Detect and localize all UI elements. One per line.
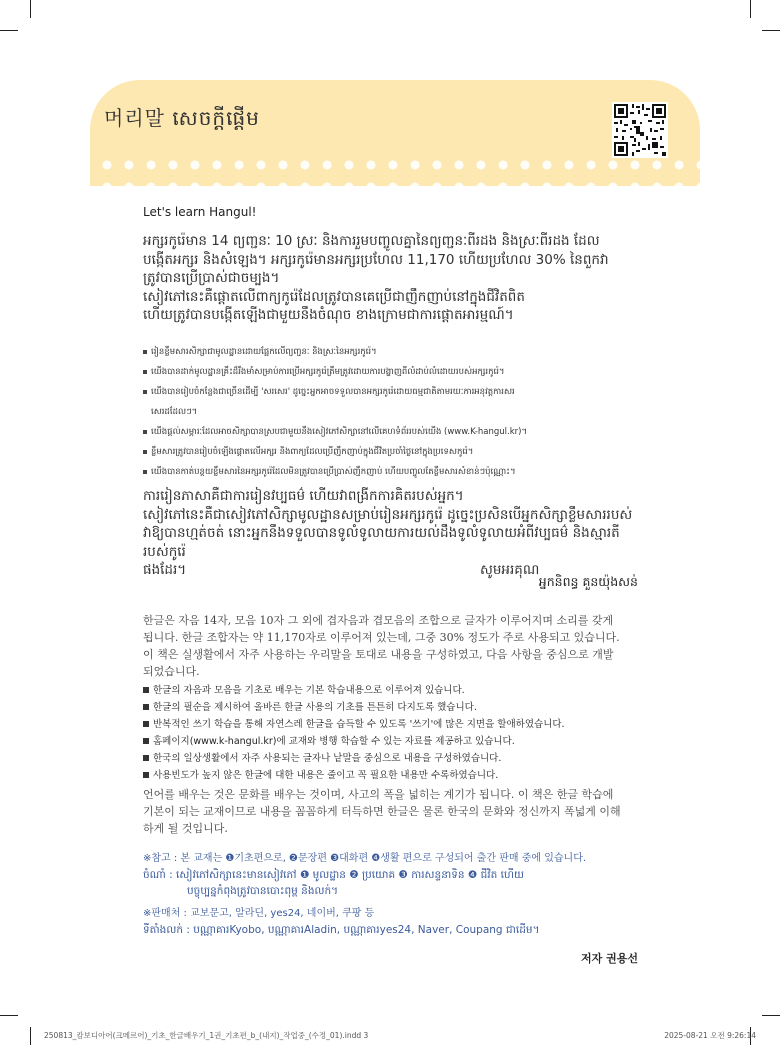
subtitle: Let's learn Hangul! — [143, 205, 257, 219]
khmer-intro-line: បង្កើតអក្សរ និងសំឡេង។ អក្សរកូរ៉េមានអក្សរប្រហែល 11,170 ហើយប្រហែល 30% នៃពួកវា — [143, 251, 609, 268]
list-item: 한국의 일상생활에서 자주 사용되는 글자나 낱말을 중심으로 내용을 구성하였습니다. — [143, 750, 643, 767]
list-item: រៀនខ្លឹមសារសិក្សាជាមូលដ្ឋានដោយផ្អែកលើព្យញ្ជនៈ និងស្រៈនៃអក្សរកូរ៉េ។ — [143, 342, 643, 362]
korean-intro — [143, 612, 640, 680]
crop-mark-top-left — [30, 0, 31, 18]
banner-dot-pattern — [90, 150, 700, 186]
khmer-thanks: សូមអរគុណ — [480, 562, 540, 578]
khmer-intro-line: អក្សរកូរ៉េមាន 14 ព្យញ្ជនៈ 10 ស្រៈ និងការរួមបញ្ចូលគ្នានៃព្យញ្ជនៈពីរដង និងស្រៈពីរដង ដែល — [143, 233, 600, 249]
sales-note-ko: ※판매처 : 교보문고, 알라딘, yes24, 네이버, 쿠팡 등 — [143, 908, 375, 919]
khmer-outro-tail: ផងដែរ។ — [143, 562, 187, 578]
khmer-author: អ្នកនិពន្ធ គួនយ៉ុងសន់ — [538, 574, 638, 589]
list-item: 한글의 자음과 모음을 기초로 배우는 기본 학습내용으로 이루어져 있습니다. — [143, 682, 643, 699]
khmer-bullet-list — [143, 342, 643, 482]
list-item: 한글의 필순을 제시하여 올바른 한글 사용의 기초를 튼튼히 다지도록 했습니다. — [143, 699, 643, 716]
khmer-intro-line: ហើយត្រូវបានបង្កើតឡើងជាមួយនឹងចំណុច ខាងក្រោមជាការផ្តោតអារម្មណ៍។ — [143, 307, 514, 323]
khmer-intro — [143, 232, 643, 325]
reference-note-ko: ※참고 : 본 교재는 ❶기초편으로, ❷문장편 ❸대화편 ❹생활 편으로 구성되어 출간 판매 중에 있습니다. — [143, 853, 587, 864]
list-item-continuation: សេរដដែលៗ។ — [151, 407, 198, 417]
list-item: យើងបានកាត់បន្ថយខ្លឹមសារនៃអក្សរកូរ៉េដែលមិនត្រូវបានប្រើប្រាស់ញឹកញាប់ ហើយបញ្ចូលតែខ្លឹមសារសំខាន់ៗប៉ុណ្ណោះ។ — [143, 462, 643, 482]
korean-outro-line: 하게 될 것입니다. — [143, 822, 228, 835]
sales-note-kh: ទីតាំងលក់ : បណ្ណាគារKyobo, បណ្ណាគារAladin, បណ្ណាគារyes24, Naver, Coupang ជាដើម។ — [143, 924, 540, 936]
khmer-outro-line: វាឱ្យបានហ្មត់ចត់ នោះអ្នកនឹងទទួលបានទូលំទូលាយការយល់ដឹងទូលំទូលាយអំពីវប្បធម៌ និងស្មារតីរបស់កូរ៉េ — [143, 525, 620, 560]
page-title: 머리말 សេចក្តីផ្តើម — [104, 106, 260, 130]
reference-note — [143, 851, 643, 899]
korean-outro — [143, 786, 640, 837]
crop-mark-bottom-right-h — [762, 1015, 780, 1016]
header-banner — [90, 80, 700, 186]
crop-mark-top-right — [750, 0, 751, 18]
footer-file-info: 250813_캄보디아어(크메르어)_기초_한글배우기_1권_기초편_b_(내지)_작업중_(수정_01).indd 3 — [44, 1031, 369, 1040]
crop-mark-top-right-h — [762, 30, 780, 31]
list-item: យើងផ្តល់សម្ភារៈដែលអាចសិក្សាបានស្របជាមួយនឹងសៀវភៅសិក្សានៅលើគេហទំព័ររបស់យើង (www.K-hangul.kr)។ — [143, 422, 643, 442]
list-item: យើងបានដាក់មូលដ្ឋានគ្រឹះដ៏រឹងមាំសម្រាប់ការប្រើអក្សរកូរ៉េត្រឹមត្រូវដោយការបង្ហាញពីលំដាប់លំដោយរបស់អក្សរកូរ៉េ។ — [143, 362, 643, 382]
korean-bullet-list — [143, 682, 643, 784]
korean-intro-line: 됩니다. 한글 조합자는 약 11,170자로 이루어져 있는데, 그중 30% 정도가 주로 사용되고 있습니다. — [143, 631, 620, 644]
khmer-outro — [143, 487, 643, 580]
khmer-outro-line: សៀវភៅនេះគឺជាសៀវភៅសិក្សាមូលដ្ឋានសម្រាប់រៀនអក្សរកូរ៉េ ដូច្នេះប្រសិនបើអ្នកសិក្សាខ្លឹមសាររបស់ — [143, 506, 633, 523]
khmer-intro-line: ត្រូវបានប្រើប្រាស់ជាចម្បង។ — [143, 270, 280, 286]
list-item: យើងបានរៀបចំកន្លែងជាច្រើនដើម្បី 'សរសេរ' ដូច្នេះអ្នកអាចទទួលបានអក្សរកូរ៉េដោយធម្មជាតិតាមរយៈការអនុវត្តការសរ — [143, 382, 643, 402]
list-item: 사용빈도가 높지 않은 한글에 대한 내용은 줄이고 꼭 필요한 내용만 수록하였습니다. — [143, 767, 643, 784]
crop-mark-top-left-h — [0, 30, 18, 31]
reference-note-kh: ចំណាំ : សៀវភៅសិក្សានេះមានសៀវភៅ ❶ មូលដ្ឋាន ❷ ប្រយោគ ❸ ការសន្ទនាទិន ❹ ជីវិត ហើយ — [143, 869, 524, 881]
crop-mark-bottom-left-h — [0, 1015, 18, 1016]
korean-author: 저자 권용선 — [581, 952, 638, 965]
footer-timestamp: 2025-08-21 오전 9:26:14 — [664, 1031, 756, 1040]
qr-code-icon[interactable] — [612, 102, 668, 158]
list-item: ខ្លឹមសារត្រូវបានរៀបចំឡើងផ្ដោតលើអក្សរ និងពាក្យដែលប្រើញឹកញាប់ក្នុងជីវិតប្រចាំថ្ងៃនៅក្នុងប្រទេសកូរ៉េ។ — [143, 442, 643, 462]
khmer-outro-line: ការរៀនភាសាគឺជាការរៀនវប្បធម៌ ហើយវាពង្រីកការគិតរបស់អ្នក។ — [143, 488, 464, 504]
korean-intro-line: 되었습니다. — [143, 665, 200, 678]
korean-intro-line: 이 책은 실생활에서 자주 사용하는 우리말을 토대로 내용을 구성하였고, 다음 사항을 중심으로 개발 — [143, 648, 614, 661]
list-item: 반복적인 쓰기 학습을 통해 자연스레 한글을 습득할 수 있도록 '쓰기'에 많은 지면을 할애하였습니다. — [143, 716, 643, 733]
sales-note — [143, 906, 643, 938]
korean-outro-line: 기본이 되는 교재이므로 내용을 꼼꼼하게 터득하면 한글은 물론 한국의 문화와 정신까지 폭넓게 이해 — [143, 805, 621, 818]
reference-note-kh: បច្ចុប្បន្នកំពុងត្រូវបានបោះពុម្ព និងលក់។ — [187, 885, 339, 897]
crop-mark-bottom-left — [30, 1027, 31, 1045]
khmer-intro-line: សៀវភៅនេះគឺផ្តោតលើពាក្យកូរ៉េដែលត្រូវបានគេប្រើជាញឹកញាប់នៅក្នុងជីវិតពិត — [143, 288, 525, 305]
korean-intro-line: 한글은 자음 14자, 모음 10자 그 외에 겹자음과 겹모음의 조합으로 글자가 이루어지며 소리를 갖게 — [143, 614, 614, 627]
korean-outro-line: 언어를 배우는 것은 문화를 배우는 것이며, 사고의 폭을 넓히는 계기가 됩니다. 이 책은 한글 학습에 — [143, 788, 614, 801]
list-item: 홈페이지(www.k-hangul.kr)에 교재와 병행 학습할 수 있는 자료를 제공하고 있습니다. — [143, 733, 643, 750]
